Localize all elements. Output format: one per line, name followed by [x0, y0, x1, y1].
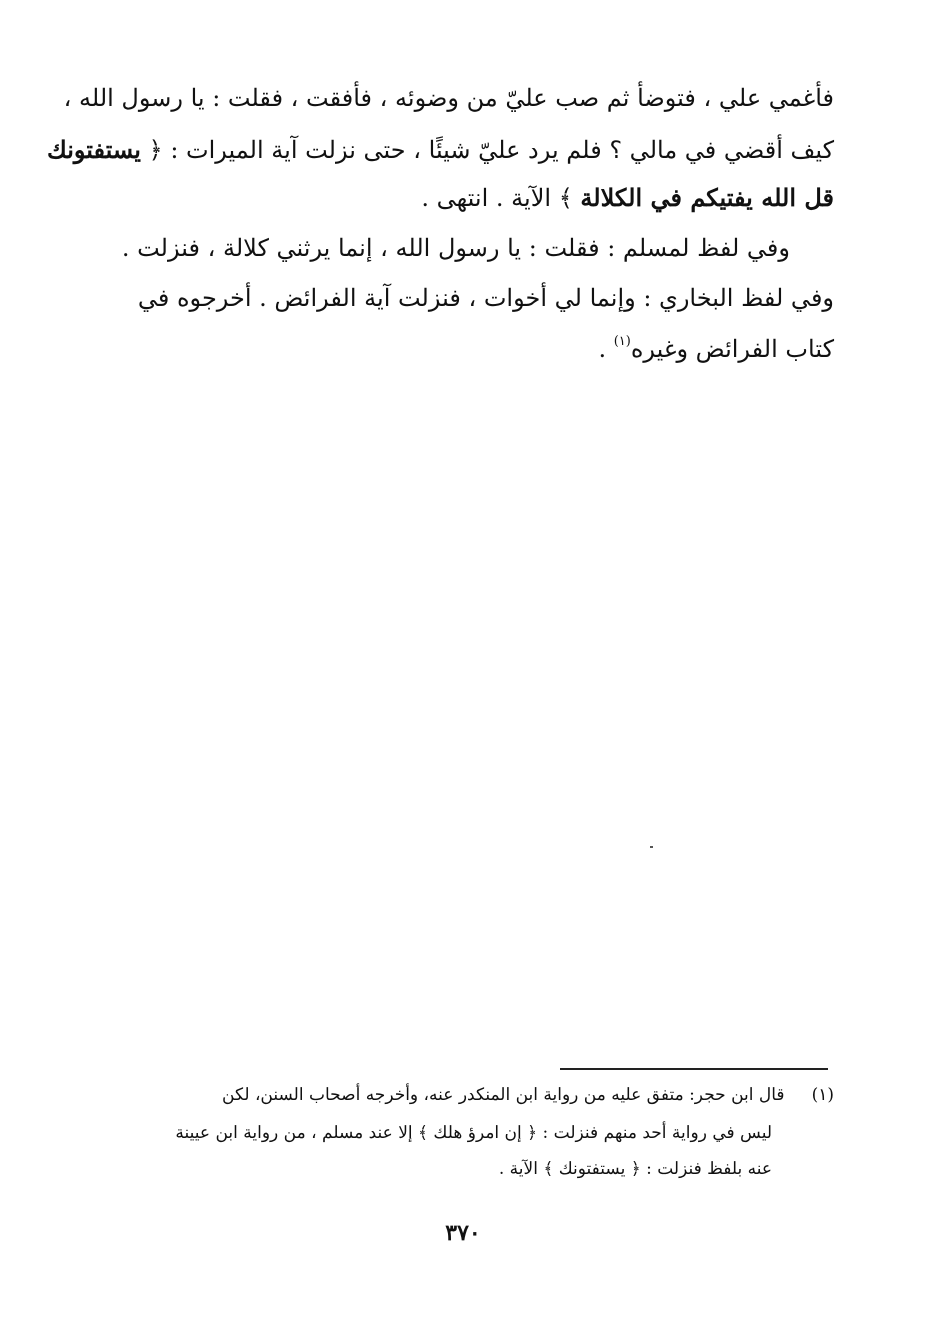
- scan-speck: [650, 846, 653, 848]
- footnote-line-3-content: عنه بلفظ فنزلت : ﴿ يستفتونك ﴾ الآية .: [498, 1159, 772, 1179]
- footnote-line-3: [499, 1157, 772, 1181]
- text-line-2: [47, 134, 834, 166]
- text-line-4: [122, 232, 790, 264]
- text-line-2-content: كيف أقضي في مالي ؟ فلم يرد عليّ شيئًا ، حتى نزلت آية الميرات : ﴿: [141, 136, 834, 164]
- text-line-3: [421, 182, 834, 214]
- page-number: ٣٧٠: [445, 1220, 481, 1246]
- quran-quote-end: قل الله يفتيكم في الكلالة: [580, 183, 834, 212]
- text-line-4-content: وفي لفظ لمسلم : فقلت : يا رسول الله ، إنما يرثني كلالة ، فنزلت .: [121, 234, 790, 262]
- text-line-6-end: .: [598, 335, 614, 363]
- footnote-separator: [560, 1068, 828, 1070]
- footnote-marker: (١): [811, 1085, 834, 1105]
- footnote-line-1: [222, 1083, 834, 1107]
- footnote-line-2: [175, 1121, 772, 1145]
- text-line-6-content: كتاب الفرائض وغيره: [630, 335, 834, 363]
- text-line-6: [598, 326, 834, 365]
- quran-quote-start: يستفتونك: [46, 135, 141, 164]
- text-line-1-content: فأغمي علي ، فتوضأ ثم صب عليّ من وضوئه ، فأفقت ، فقلت : يا رسول الله ،: [63, 84, 834, 112]
- footnote-line-1-content: قال ابن حجر: متفق عليه من رواية ابن المنكدر عنه، وأخرجه أصحاب السنن، لكن: [222, 1085, 785, 1105]
- text-line-1: [64, 82, 834, 114]
- text-line-3-content: ﴾ الآية . انتهى .: [421, 184, 581, 212]
- text-line-5-content: وفي لفظ البخاري : وإنما لي أخوات ، فنزلت آية الفرائض . أخرجوه في: [137, 284, 834, 312]
- footnote-line-2-content: ليس في رواية أحد منهم فنزلت : ﴿ إن امرؤ هلك ﴾ إلا عند مسلم ، من رواية ابن عيينة: [175, 1123, 772, 1143]
- footnote-reference[interactable]: (١): [613, 334, 631, 349]
- text-line-5: [138, 282, 834, 314]
